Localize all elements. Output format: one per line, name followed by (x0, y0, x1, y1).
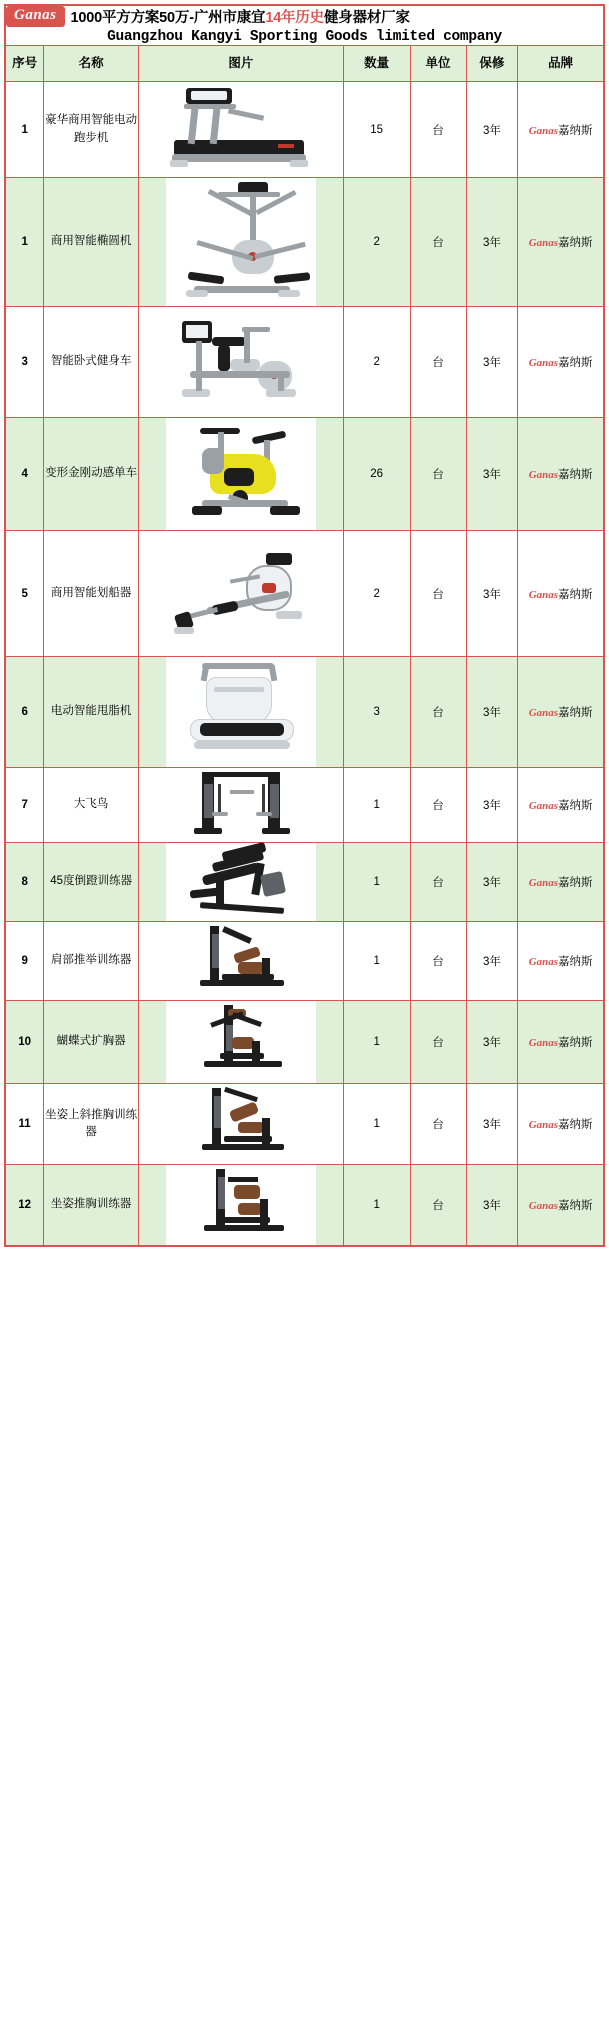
row-unit: 台 (410, 82, 466, 178)
row-unit: 台 (410, 657, 466, 768)
row-index: 3 (5, 307, 44, 418)
table-row (5, 307, 604, 418)
row-warranty: 3年 (466, 922, 518, 1001)
column-header-unit: 单位 (410, 46, 466, 82)
row-index: 11 (5, 1084, 44, 1165)
row-warranty: 3年 (466, 531, 518, 657)
rowing-machine-image (166, 531, 316, 656)
row-name: 商用智能椭圆机 (44, 178, 139, 307)
row-quantity: 2 (343, 178, 410, 307)
row-brand: Ganas嘉纳斯 (518, 1165, 604, 1247)
chest-press-image (166, 1165, 316, 1245)
row-index: 5 (5, 531, 44, 657)
row-index: 12 (5, 1165, 44, 1247)
row-picture (139, 843, 344, 922)
row-name: 智能卧式健身车 (44, 307, 139, 418)
row-brand: Ganas嘉纳斯 (518, 922, 604, 1001)
table-row (5, 82, 604, 178)
row-name: 肩部推举训练器 (44, 922, 139, 1001)
incline-press-image (166, 1084, 316, 1164)
row-unit: 台 (410, 1165, 466, 1247)
row-unit: 台 (410, 1001, 466, 1084)
row-name: 坐姿推胸训练器 (44, 1165, 139, 1247)
header-title-cn: 1000平方方案50万-广州市康宜14年历史健身器材厂家 (70, 10, 410, 26)
row-warranty: 3年 (466, 657, 518, 768)
row-picture (139, 307, 344, 418)
shoulder-press-image (166, 922, 316, 1000)
row-brand: Ganas嘉纳斯 (518, 657, 604, 768)
document-header-row (5, 5, 604, 46)
row-unit: 台 (410, 178, 466, 307)
spin-bike-image (166, 418, 316, 530)
row-brand: Ganas嘉纳斯 (518, 307, 604, 418)
row-unit: 台 (410, 843, 466, 922)
row-index: 6 (5, 657, 44, 768)
header-line-chinese (6, 6, 603, 27)
vibration-machine-image (166, 657, 316, 767)
row-warranty: 3年 (466, 1001, 518, 1084)
row-picture (139, 657, 344, 768)
row-picture (139, 178, 344, 307)
row-brand: Ganas嘉纳斯 (518, 531, 604, 657)
row-index: 1 (5, 178, 44, 307)
row-name: 变形金刚动感单车 (44, 418, 139, 531)
row-name: 商用智能划船器 (44, 531, 139, 657)
table-row (5, 922, 604, 1001)
row-brand: Ganas嘉纳斯 (518, 82, 604, 178)
row-picture (139, 1084, 344, 1165)
row-quantity: 15 (343, 82, 410, 178)
product-quotation-table (4, 4, 605, 1247)
recumbent-bike-image (166, 307, 316, 417)
table-row (5, 843, 604, 922)
column-header-brand: 品牌 (518, 46, 604, 82)
elliptical-image (166, 178, 316, 306)
row-index: 10 (5, 1001, 44, 1084)
document-header (5, 5, 604, 46)
table-row (5, 1001, 604, 1084)
row-index: 9 (5, 922, 44, 1001)
row-index: 4 (5, 418, 44, 531)
row-picture (139, 418, 344, 531)
table-header-row (5, 46, 604, 82)
row-warranty: 3年 (466, 307, 518, 418)
column-header-qty: 数量 (343, 46, 410, 82)
row-picture (139, 1165, 344, 1247)
column-header-picture: 图片 (139, 46, 344, 82)
row-unit: 台 (410, 1084, 466, 1165)
leg-press-image (166, 843, 316, 921)
treadmill-image (166, 82, 316, 177)
row-name: 大飞鸟 (44, 768, 139, 843)
row-picture (139, 531, 344, 657)
row-unit: 台 (410, 922, 466, 1001)
table-row (5, 768, 604, 843)
column-header-index: 序号 (5, 46, 44, 82)
row-quantity: 2 (343, 531, 410, 657)
row-quantity: 1 (343, 768, 410, 843)
row-warranty: 3年 (466, 418, 518, 531)
table-row (5, 1084, 604, 1165)
row-brand: Ganas嘉纳斯 (518, 768, 604, 843)
row-quantity: 1 (343, 1165, 410, 1247)
row-warranty: 3年 (466, 1084, 518, 1165)
row-quantity: 1 (343, 922, 410, 1001)
row-name: 45度倒蹬训练器 (44, 843, 139, 922)
table-row (5, 657, 604, 768)
row-picture (139, 82, 344, 178)
row-name: 蝴蝶式扩胸器 (44, 1001, 139, 1084)
row-index: 1 (5, 82, 44, 178)
row-brand: Ganas嘉纳斯 (518, 1001, 604, 1084)
row-warranty: 3年 (466, 178, 518, 307)
row-name: 豪华商用智能电动跑步机 (44, 82, 139, 178)
row-brand: Ganas嘉纳斯 (518, 418, 604, 531)
row-brand: Ganas嘉纳斯 (518, 843, 604, 922)
row-name: 坐姿上斜推胸训练器 (44, 1084, 139, 1165)
row-warranty: 3年 (466, 1165, 518, 1247)
row-quantity: 2 (343, 307, 410, 418)
row-warranty: 3年 (466, 768, 518, 843)
table-row (5, 1165, 604, 1247)
row-unit: 台 (410, 418, 466, 531)
header-title-en: Guangzhou Kangyi Sporting Goods limited company (107, 29, 502, 45)
row-brand: Ganas嘉纳斯 (518, 1084, 604, 1165)
row-quantity: 1 (343, 1001, 410, 1084)
table-row (5, 531, 604, 657)
row-quantity: 1 (343, 843, 410, 922)
column-header-name: 名称 (44, 46, 139, 82)
table-row (5, 418, 604, 531)
pec-deck-image (166, 1001, 316, 1083)
row-picture (139, 768, 344, 843)
row-warranty: 3年 (466, 82, 518, 178)
column-header-warranty: 保修 (466, 46, 518, 82)
row-unit: 台 (410, 531, 466, 657)
row-name: 电动智能甩脂机 (44, 657, 139, 768)
row-unit: 台 (410, 768, 466, 843)
row-quantity: 3 (343, 657, 410, 768)
ganas-logo: Ganas (6, 6, 65, 27)
row-quantity: 26 (343, 418, 410, 531)
row-brand: Ganas嘉纳斯 (518, 178, 604, 307)
row-unit: 台 (410, 307, 466, 418)
row-index: 7 (5, 768, 44, 843)
cable-crossover-image (166, 768, 316, 842)
table-row (5, 178, 604, 307)
row-quantity: 1 (343, 1084, 410, 1165)
row-index: 8 (5, 843, 44, 922)
row-picture (139, 1001, 344, 1084)
row-picture (139, 922, 344, 1001)
row-warranty: 3年 (466, 843, 518, 922)
